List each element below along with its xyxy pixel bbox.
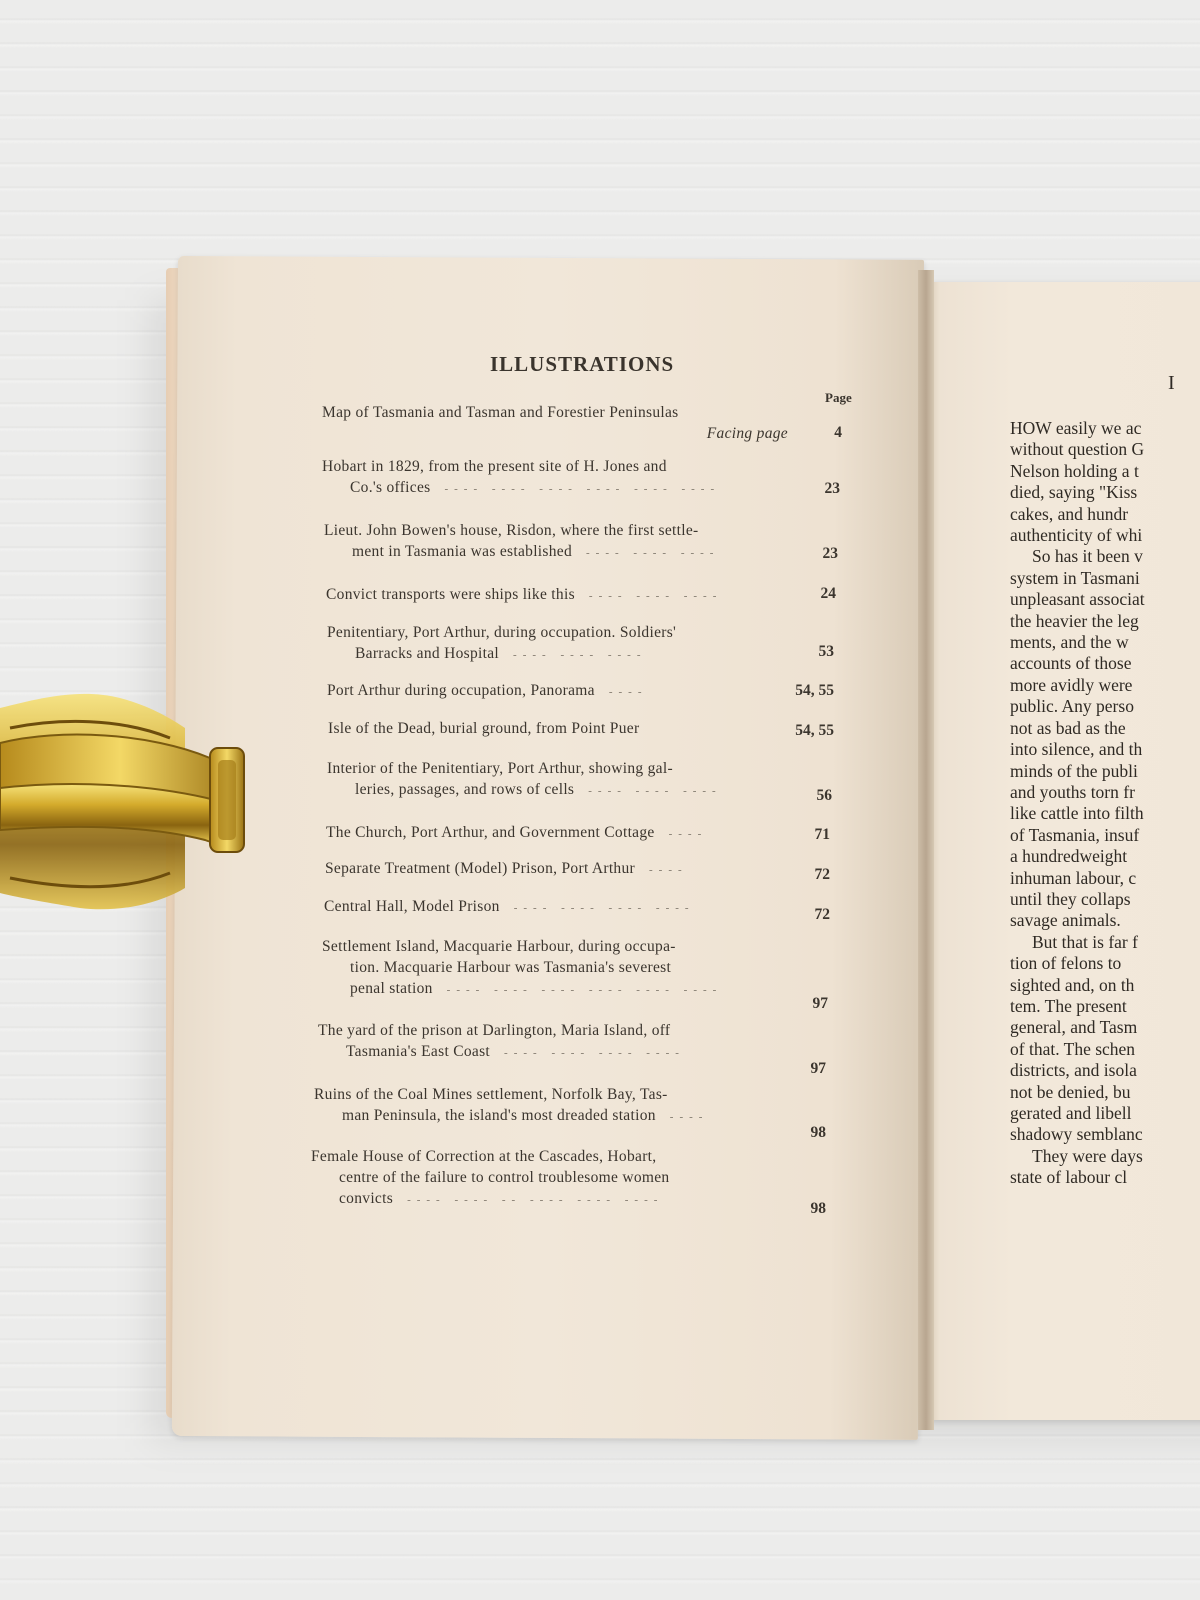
page-number: 98 xyxy=(810,1200,826,1217)
body-line: public. Any perso xyxy=(1010,696,1134,717)
body-line: They were days xyxy=(1032,1145,1143,1166)
illustrations-title: ILLUSTRATIONS xyxy=(490,352,675,376)
list-item xyxy=(322,936,792,1001)
page-number: 97 xyxy=(812,995,828,1012)
entry-text: convicts xyxy=(339,1190,394,1207)
page-number: 4 xyxy=(834,424,842,441)
entry-text: Lieut. John Bowen's house, Risdon, where the first settle- xyxy=(324,522,699,539)
body-line: savage animals. xyxy=(1010,910,1121,931)
dot-leaders: ---- ---- ---- ---- ---- ---- xyxy=(444,483,721,495)
list-item xyxy=(318,1020,788,1064)
page-number: 72 xyxy=(814,906,830,923)
list-item xyxy=(322,456,792,500)
page-number: 24 xyxy=(820,585,836,602)
list-item xyxy=(314,1084,784,1128)
body-line: Nelson holding a t xyxy=(1010,460,1139,481)
body-line: of that. The schen xyxy=(1010,1038,1136,1059)
body-line: like cattle into filth xyxy=(1010,803,1144,824)
list-item xyxy=(327,622,797,666)
body-line: HOW easily we ac xyxy=(1010,418,1142,438)
entry-text: Isle of the Dead, burial ground, from Point Puer xyxy=(328,720,640,737)
entry-text: man Peninsula, the island's most dreaded station xyxy=(342,1107,656,1124)
body-line: sighted and, on th xyxy=(1010,974,1135,995)
page-number: 23 xyxy=(822,545,838,562)
body-line: accounts of those xyxy=(1010,653,1132,674)
page-number: 56 xyxy=(816,787,832,804)
page-column-label: Page xyxy=(825,390,852,405)
dot-leaders: ---- ---- ---- xyxy=(586,547,720,559)
body-line: died, saying "Kiss xyxy=(1010,482,1138,503)
page-number: 72 xyxy=(814,866,830,883)
body-line: until they collaps xyxy=(1010,888,1131,909)
list-item xyxy=(326,822,796,845)
entry-text: Penitentiary, Port Arthur, during occupation. Soldiers' xyxy=(327,624,677,641)
dot-leaders: ---- ---- ---- xyxy=(588,785,722,797)
page-number: 54, 55 xyxy=(795,682,834,699)
entry-text: The yard of the prison at Darlington, Maria Island, off xyxy=(318,1022,671,1039)
dot-leaders: ---- ---- ---- xyxy=(588,590,723,602)
body-line: not be denied, bu xyxy=(1010,1081,1131,1102)
page-number: 98 xyxy=(810,1124,826,1141)
dot-leaders: ---- xyxy=(608,686,648,698)
body-line: more avidly were xyxy=(1010,674,1133,695)
entry-text: Female House of Correction at the Cascades, Hobart, xyxy=(311,1148,657,1165)
entry-text: tion. Macquarie Harbour was Tasmania's severest xyxy=(350,959,672,976)
entry-text: Separate Treatment (Model) Prison, Port Arthur xyxy=(325,860,635,877)
list-item xyxy=(322,402,792,444)
body-line: without question G xyxy=(1010,439,1145,460)
body-line: a hundredweight xyxy=(1010,846,1128,867)
entry-text: ment in Tasmania was established xyxy=(352,543,573,560)
page-number: 23 xyxy=(824,480,840,497)
entry-text: Ruins of the Coal Mines settlement, Norfolk Bay, Tas- xyxy=(314,1086,668,1103)
entry-text: Barracks and Hospital xyxy=(355,645,500,662)
list-item xyxy=(326,584,796,607)
list-item xyxy=(324,896,794,919)
body-line: of Tasmania, insuf xyxy=(1010,824,1140,845)
page-number: 71 xyxy=(814,826,830,843)
list-item xyxy=(327,758,797,802)
entry-text: centre of the failure to control troublesome women xyxy=(339,1169,670,1186)
page-number: 97 xyxy=(810,1060,826,1077)
body-line: unpleasant associat xyxy=(1010,589,1145,610)
body-line: authenticity of whi xyxy=(1010,525,1143,546)
body-line: tem. The present xyxy=(1010,995,1127,1016)
dot-leaders: ---- ---- ---- xyxy=(513,649,647,661)
body-line: minds of the publi xyxy=(1010,760,1138,781)
body-line: state of labour cl xyxy=(1010,1167,1128,1188)
entry-text: leries, passages, and rows of cells xyxy=(355,781,575,798)
right-page-body xyxy=(1010,418,1200,1189)
dot-leaders: ---- ---- ---- ---- xyxy=(513,902,695,914)
entry-text: The Church, Port Arthur, and Government Cottage xyxy=(326,824,655,841)
body-line: and youths torn fr xyxy=(1010,781,1135,802)
body-line: inhuman labour, c xyxy=(1010,867,1137,888)
dot-leaders: ---- xyxy=(649,864,688,876)
body-line: shadowy semblanc xyxy=(1010,1124,1143,1145)
body-line: So has it been v xyxy=(1032,546,1143,567)
body-line: system in Tasmani xyxy=(1010,567,1140,588)
list-item xyxy=(311,1146,781,1211)
list-item xyxy=(324,520,794,564)
list-item xyxy=(327,680,797,703)
body-line: into silence, and th xyxy=(1010,739,1143,760)
brass-clip-icon xyxy=(0,688,250,918)
dot-leaders: ---- xyxy=(668,828,708,840)
body-line: tion of felons to xyxy=(1010,953,1122,974)
dot-leaders: ---- ---- ---- ---- xyxy=(504,1047,685,1059)
entry-text: Port Arthur during occupation, Panorama xyxy=(327,682,595,699)
body-line: gerated and libell xyxy=(1010,1103,1132,1123)
list-item xyxy=(328,718,798,739)
entry-text: Map of Tasmania and Tasman and Forestier Peninsulas xyxy=(322,404,679,421)
dot-leaders: ---- ---- ---- ---- ---- ---- xyxy=(446,984,723,996)
dot-leaders: ---- ---- -- ---- ---- ---- xyxy=(407,1194,664,1206)
body-line: But that is far f xyxy=(1032,931,1138,952)
list-item xyxy=(325,858,795,881)
entry-text: Tasmania's East Coast xyxy=(346,1043,491,1060)
book-gutter xyxy=(918,270,934,1430)
facing-page-label: Facing page xyxy=(706,425,788,442)
entry-text: Settlement Island, Macquarie Harbour, during occupa- xyxy=(322,938,676,955)
entry-text: Central Hall, Model Prison xyxy=(324,898,500,915)
entry-text: Interior of the Penitentiary, Port Arthur, showing gal- xyxy=(327,760,673,777)
page-number: 53 xyxy=(818,643,834,660)
entry-text: Convict transports were ships like this xyxy=(326,586,575,603)
dot-leaders: ---- xyxy=(669,1111,709,1123)
entry-text: Hobart in 1829, from the present site of H. Jones and xyxy=(322,458,667,475)
body-line: ments, and the w xyxy=(1010,632,1129,653)
body-line: the heavier the leg xyxy=(1010,610,1139,631)
body-line: not as bad as the xyxy=(1010,717,1126,738)
page-number: 54, 55 xyxy=(795,722,834,739)
body-line: cakes, and hundr xyxy=(1010,503,1129,524)
body-line: general, and Tasm xyxy=(1010,1017,1138,1038)
entry-text: Co.'s offices xyxy=(350,479,431,496)
right-page-heading: I xyxy=(1168,372,1175,394)
entry-text: penal station xyxy=(350,980,433,997)
body-line: districts, and isola xyxy=(1010,1060,1137,1081)
